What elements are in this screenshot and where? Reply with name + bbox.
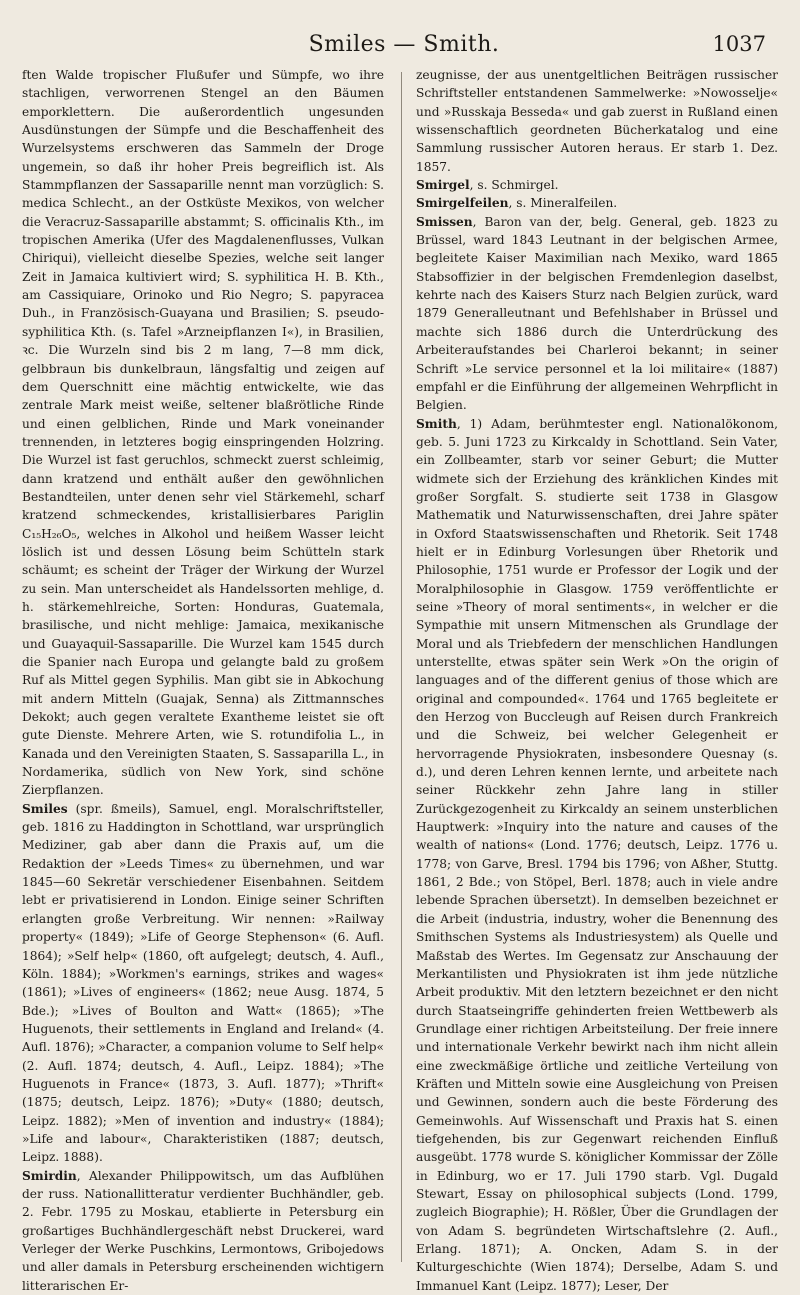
entry-lemma: Smirdin xyxy=(22,1168,77,1183)
entry-text: , Alexander Philippowitsch, um das Aufblühen der russ. Nationallitteratur verdienter Buchhändler, geb. 2. Febr. 1795 zu Moskau, etablierte in Petersburg ein großartiges Buchhändlergeschäft nebst Druckerei, ward Verleger der Werke Puschkins, Lermontows, Gribojedows und aller damals in Petersburg erscheinenden wichtigern litterarischen Er- xyxy=(22,1168,384,1293)
entry-text: , 1) Adam, berühmtester engl. Nationalökonom, geb. 5. Juni 1723 zu Kirkcaldy in Schottland. Sein Vater, ein Zollbeamter, starb vor seiner Geburt; die Mutter widmete sich der Erziehung des kränklichen Kindes mit großer Sorgfalt. S. studierte seit 1738 in Glasgow Mathematik und Naturwissenschaften, drei Jahre später in Oxford Staatswissenschaften und Rhetorik. Seit 1748 hielt er in Edinburg Vorlesungen über Rhetorik und Philosophie, 1751 wurde er Professor der Logik und der Moralphilosophie in Glasgow. 1759 veröffentlichte er seine »Theory of moral sentiments«, in welcher er die Sympathie mit unsern Mitmenschen als Grundlage der Moral und als Triebfedern der menschlichen Handlungen unterstellte, etwas später sein Werk »On the origin of languages and of the different genius of those which are original and compounded«. 1764 und 1765 begleitete er den Herzog von Buccleugh auf Reisen durch Frankreich und die Schweiz, bei welcher Gelegenheit er hervorragende Physiokraten, insbesondere Quesnay (s. d.), und deren Lehren kennen lernte, und arbeitete nach seiner Rückkehr zehn Jahre lang in stiller Zurückgezogenheit zu Kirkcaldy an seinem unsterblichen Hauptwerk: »Inquiry into the nature and causes of the wealth of nations« (Lond. 1776; deutsch, Leipz. 1776 u. 1778; von Garve, Bresl. 1794 bis 1796; von Aßher, Stuttg. 1861, 2 Bde.; von Stöpel, Berl. 1878; auch in viele andre lebende Sprachen übersetzt). In demselben bezeichnet er die Arbeit (industria, industry, woher die Benennung des Smithschen Systems als Industriesystem) als Quelle und Maßstab des Wertes. Im Gegensatz zur Anschauung der Merkantilisten und Physiokraten ist ihm jede nützliche Arbeit produktiv. Mit den letztern bezeichnet er den nicht durch Staatseingriffe gehinderten freien Wettbewerb als Grundlage einer richtigen Arbeitsteilung. Der freie innere und internationale Verkehr bewirkt nach ihm nicht allein eine zweckmäßige örtliche und zeitliche Verteilung von Kräften und Mitteln sowie eine Ausgleichung von Preisen und Gewinnen, sondern auch die beste Förderung des Gemeinwohls. Auf Wissenschaft und Praxis hat S. einen tiefgehenden, bis zur Gegenwart reichenden Einfluß ausgeübt. 1778 wurde S. königlicher Kommissar der Zölle in Edinburg, wo er 17. Juli 1790 starb. Vgl. Dugald Stewart, Essay on philosophical subjects (Lond. 1799, zugleich Biographie); H. Rößler, Über die Grundlagen der von Adam S. begründeten Wirtschaftslehre (2. Aufl., Erlang. 1871); A. Oncken, Adam S. in der Kulturgeschichte (Wien 1874); Derselbe, Adam S. und Immanuel Kant (Leipz. 1877); Leser, Der xyxy=(416,416,778,1293)
entry-lemma: Smith xyxy=(416,416,457,431)
left-column xyxy=(22,66,384,1295)
entry-text: , s. Schmirgel. xyxy=(469,178,559,193)
entry-smirdin-continued xyxy=(416,66,778,176)
entry-smiles xyxy=(22,800,384,1167)
entry-text: ften Walde tropischer Flußufer und Sümpfe, wo ihre stachligen, verworrenen Stengel an den Bäumen emporklettern. Die außerordentlich ungesunden Ausdünstungen der Sümpfe und die Beschaffenheit des Wurzelsystems erschweren das Sammeln der Droge ungemein, so daß ihr hoher Preis begreiflich ist. Als Stammpflanzen der Sassaparille nennt man vorzüglich: S. medica Schlecht., an der Ostküste Mexikos, von welcher die Veracruz-Sassaparille abstammt; S. officinalis Kth., im tropischen Amerika (Ufer des Magdalenenflusses, Vulkan Chiriqui), vielleicht dieselbe Spezies, welche seit langer Zeit in Jamaica kultiviert wird; S. syphilitica H. B. Kth., am Cassiquiare, Orinoko und Rio Negro; S. papyracea Duh., in Französisch-Guayana und Brasilien; S. pseudo-syphilitica Kth. (s. Tafel »Arzneipflanzen I«), in Brasilien, ꝛc. Die Wurzeln sind bis 2 m lang, 7—8 mm dick, gelbbraun bis dunkelbraun, längsfaltig und zeigen auf dem Querschnitt eine mächtig entwickelte, wie das zentrale Mark meist weiße, seltener blaßrötliche Rinde und einen gelblichen, Rinde und Mark voneinander trennenden, in letzteres bogig einspringenden Holzring. Die Wurzel ist fast geruchlos, schmeckt zuerst schleimig, dann kratzend und enthält außer den gewöhnlichen Bestandteilen, unter denen sehr viel Stärkemehl, scharf kratzend schmeckendes, kristallisierbares Pariglin C₁₅H₂₆O₅, welches in Alkohol und heißem Wasser leicht löslich ist und dessen Lösung beim Schütteln stark schäumt; es scheint der Träger der Wirkung der Wurzel zu sein. Man unterscheidet als Handelssorten mehlige, d. h. stärkemehlreiche, Sorten: Honduras, Guatemala, brasilische, und nicht mehlige: Jamaica, mexikanische und Guayaquil-Sassaparille. Die Wurzel kam 1545 durch die Spanier nach Europa und gelangte bald zu großem Ruf als Mittel gegen Syphilis. Man gibt sie in Abkochung mit andern Mitteln (Guajak, Senna) als Zittmannsches Dekokt; auch gegen veraltete Exantheme leistet sie oft gute Dienste. Mehrere Arten, wie S. rotundifolia L., in Kanada und den Vereinigten Staaten, S. Sassaparilla L., in Nordamerika, südlich von New York, sind schöne Zierpflanzen. xyxy=(22,68,384,798)
entry-text: zeugnisse, der aus unentgeltlichen Beiträgen russischer Schriftsteller entstandenen Sammelwerke: »Nowosselje« und »Russkaja Besseda« und gab zuerst in Rußland einen wissenschaftlich geordneten Bücherkatalog und eine Sammlung russischer Autoren heraus. Er starb 1. Dez. 1857. xyxy=(416,68,778,174)
entry-smirdin xyxy=(22,1167,384,1295)
entry-lemma: Smirgel xyxy=(416,178,470,193)
entry-smirgelfeilen xyxy=(416,194,778,212)
entry-lemma: Smissen xyxy=(416,214,473,229)
entry-text: (spr. ßmeils), Samuel, engl. Moralschriftsteller, geb. 1816 zu Haddington in Schottland, war ursprünglich Mediziner, gab aber dann die Praxis auf, um die Redaktion der »Leeds Times« zu übernehmen, und war 1845—60 Sekretär verschiedener Eisenbahnen. Seitdem lebt er privatisierend in London. Einige seiner Schriften erlangten große Verbreitung. Wir nennen: »Railway property« (1849); »Life of George Stephenson« (6. Aufl. 1864); »Self help« (1860, oft aufgelegt; deutsch, 4. Aufl., Köln. 1884); »Workmen's earnings, strikes and wages« (1861); »Lives of engineers« (1862; neue Ausg. 1874, 5 Bde.); »Lives of Boulton and Watt« (1865); »The Huguenots, their settlements in England and Ireland« (4. Aufl. 1876); »Character, a companion volume to Self help« (2. Aufl. 1874; deutsch, 4. Aufl., Leipz. 1884); »The Huguenots in France« (1873, 3. Aufl. 1877); »Thrift« (1875; deutsch, Leipz. 1876); »Duty« (1880; deutsch, Leipz. 1882); »Men of invention and industry« (1884); »Life and labour«, Charakteristiken (1887; deutsch, Leipz. 1888). xyxy=(22,801,384,1165)
entry-sassaparille-continued xyxy=(22,66,384,800)
entry-smirgel xyxy=(416,176,778,194)
entry-text: , s. Mineralfeilen. xyxy=(508,196,618,211)
right-column xyxy=(416,66,778,1295)
column-divider xyxy=(401,72,402,1262)
running-title: Smiles — Smith. xyxy=(308,32,500,57)
page-header xyxy=(42,14,766,68)
entry-smith xyxy=(416,415,778,1295)
entry-lemma: Smirgelfeilen xyxy=(416,196,509,211)
page-number: 1037 xyxy=(712,32,766,56)
entry-text: , Baron van der, belg. General, geb. 1823 zu Brüssel, ward 1843 Leutnant in der belgischen Armee, begleitete Kaiser Maximilian nach Mexiko, ward 1865 Stabsoffizier in der belgischen Fremdenlegion daselbst, kehrte nach des Kaisers Sturz nach Belgien zurück, ward 1879 Generalleutnant und Befehlshaber in Brüssel und machte sich 1886 durch die Unterdrückung des Arbeiteraufstandes bei Charleroi bekannt; in seiner Schrift »Le service personnel et la loi militaire« (1887) empfahl er die Einführung der allgemeinen Wehrpflicht in Belgien. xyxy=(416,214,778,413)
entry-lemma: Smiles xyxy=(22,801,68,816)
entry-smissen xyxy=(416,213,778,415)
